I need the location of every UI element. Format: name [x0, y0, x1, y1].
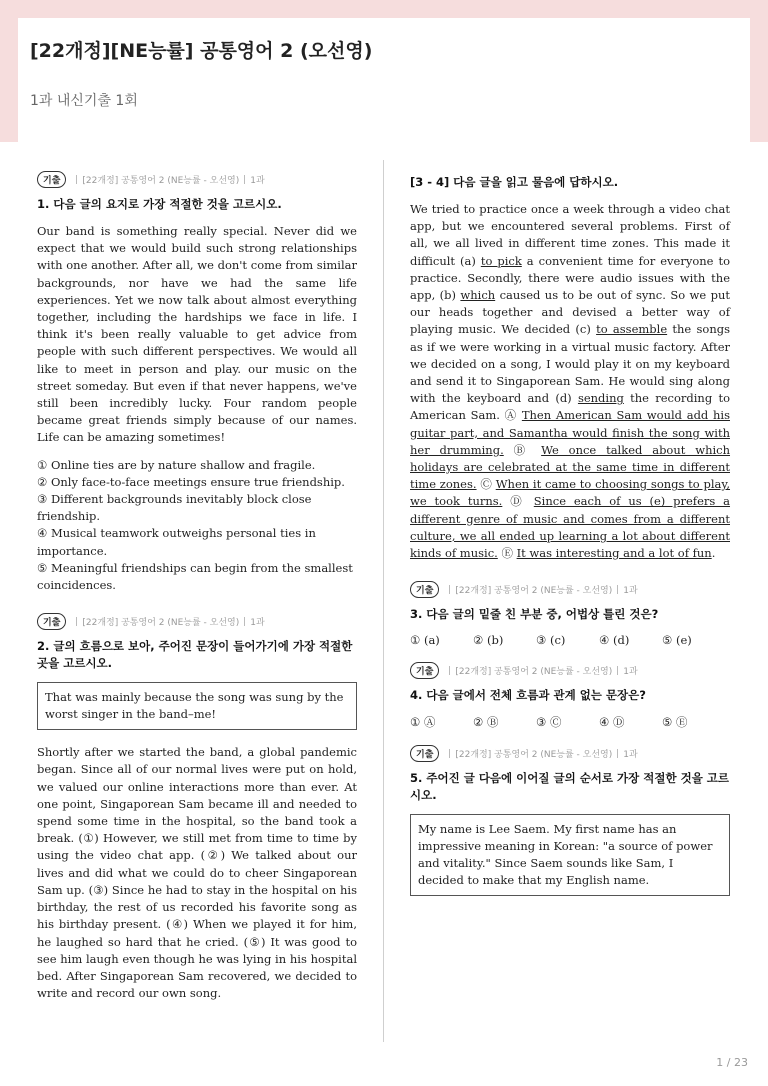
option-3[interactable]: ③ (c)	[536, 633, 566, 648]
option-4[interactable]: ④ (d)	[599, 633, 630, 648]
source-line	[410, 744, 730, 762]
option-4[interactable]: ④ Musical teamwork outweighs personal ties in importance.	[37, 526, 316, 558]
option-5[interactable]: ⑤ (e)	[662, 633, 692, 648]
source-badge: 기출	[37, 171, 66, 188]
question-1-title: 1. 다음 글의 요지로 가장 적절한 것을 고르시오.	[37, 197, 282, 211]
underlined-sentence-c: When it came to choosing songs to play, we took turns.	[410, 477, 731, 509]
question-4-options	[410, 714, 730, 730]
passage-text: We tried to practice once a week through a video chat app, but we encountered several problems. First of all, we all lived in different time zones. This made it difficult (a)	[410, 202, 730, 268]
source-lesson: 1과	[250, 175, 265, 186]
question-2-given-sentence: That was mainly because the song was sung by the worst singer in the band–me!	[37, 682, 357, 730]
option-1[interactable]: ① (a)	[410, 633, 440, 648]
underlined-d: sending	[577, 391, 624, 406]
option-3[interactable]: ③ Different backgrounds inevitably block close friendship.	[37, 492, 312, 524]
source-badge: 기출	[37, 613, 66, 630]
underlined-sentence-b: We once talked about which holidays are celebrated at the same time in different time zones.	[410, 442, 731, 492]
underlined-b: which	[460, 288, 496, 303]
passage-text: caused us to be out of sync. So we put our heads together and devised a better way of playing music. We decided (c)	[410, 288, 730, 337]
source-line	[37, 612, 357, 630]
separator	[244, 617, 245, 626]
question-3-4-passage	[410, 201, 730, 562]
option-4[interactable]: ④ Ⓓ	[599, 715, 625, 730]
source-text: [22개정] 공통영어 2 (NE능률 - 오선영)	[82, 617, 240, 628]
underlined-sentence-a: Then American Sam would add his guitar part, and Samantha would finish the song with her drumming.	[410, 408, 730, 457]
source-text: [22개정] 공통영어 2 (NE능률 - 오선영)	[455, 585, 613, 596]
separator	[617, 666, 618, 675]
document-title: [22개정][NE능률] 공통영어 2 (오선영)	[30, 40, 373, 62]
question-1-passage: Our band is something really special. Never did we expect that we would build such strong relationships with one another. After all, we don't come from similar backgrounds, nor have we had the same life experiences. Yet we now talk about almost everything together, including the hardships we face in life. I think it's been really valuable to get advice from people with such different perspectives. We would all like to meet in person and play. our music on the street someday. But even if that never happens, we've still been incredibly lucky. Four random people became great friends simply because of our names. Life can be amazing sometimes!	[37, 224, 357, 445]
passage-text: Ⓑ	[503, 442, 542, 457]
source-line	[37, 170, 357, 188]
source-lesson: 1과	[250, 617, 265, 628]
underlined-a: to pick	[480, 253, 522, 268]
left-column	[37, 170, 357, 1002]
source-badge: 기출	[410, 662, 439, 679]
option-5[interactable]: ⑤ Meaningful friendships can begin from the smallest coincidences.	[37, 560, 353, 593]
option-3[interactable]: ③ Ⓒ	[536, 715, 562, 730]
option-2[interactable]: ② Only face-to-face meetings ensure true friendship.	[37, 474, 345, 489]
separator	[449, 749, 450, 758]
source-text: [22개정] 공통영어 2 (NE능률 - 오선영)	[455, 666, 613, 677]
underlined-sentence-e: It was interesting and a lot of fun	[516, 546, 712, 561]
question-2-passage: Shortly after we started the band, a global pandemic began. Since all of our normal lives were put on hold, we valued our online interactions more than ever. At one point, Singaporean Sam became ill and needed to spend some time in the hospital, so the band took a break. (①) However, we still met from time to time by using the video chat app. (②) We talked about our lives and did what we could do to cheer Singaporean Sam up. (③) Since he had to stay in the hospital on his birthday, the rest of us recorded his favorite song as his birthday present. (④) When we played it for him, he laughed so hard that he cried. (⑤) It was good to see him laugh even though he was lying in his hospital bed. After Singaporean Sam recovered, we decided to write and record our own song.	[37, 745, 357, 1001]
source-badge: 기출	[410, 581, 439, 598]
document-subtitle: 1과 내신기출 1회	[30, 93, 138, 109]
passage-text: .	[711, 546, 716, 561]
passage-text: Ⓔ	[497, 546, 517, 561]
option-1[interactable]: ① Ⓐ	[410, 715, 436, 730]
question-4-title: 4. 다음 글에서 전체 흐름과 관계 없는 문장은?	[410, 688, 646, 703]
source-text: [22개정] 공통영어 2 (NE능률 - 오선영)	[455, 749, 613, 760]
question-3-options	[410, 633, 730, 647]
separator	[76, 175, 77, 184]
question-3-4-title: [3 - 4] 다음 글을 읽고 물음에 답하시오.	[410, 175, 619, 189]
source-text: [22개정] 공통영어 2 (NE능률 - 오선영)	[82, 175, 240, 186]
passage-text: the recording to American Sam. Ⓐ	[410, 391, 730, 423]
separator	[76, 617, 77, 626]
question-5-given-passage: My name is Lee Saem. My first name has an impressive meaning in Korean: "a source of power and vitality." Since Saem sounds like Sam, I decided to make that my English name.	[410, 814, 730, 896]
question-2-title: 2. 글의 흐름으로 보아, 주어진 문장이 들어가기에 가장 적절한 곳을 고르시오.	[37, 639, 353, 671]
separator	[449, 585, 450, 594]
source-badge: 기출	[410, 745, 439, 762]
underlined-sentence-d: Since each of us (e) prefers a different genre of music and comes from a different culture, we all ended up learning a lot about different kinds of music.	[410, 494, 731, 561]
source-lesson: 1과	[623, 749, 638, 760]
separator	[617, 749, 618, 758]
question-3-title: 3. 다음 글의 밑줄 친 부분 중, 어법상 틀린 것은?	[410, 607, 659, 622]
right-column	[410, 170, 730, 910]
column-divider	[383, 160, 384, 1042]
passage-text: Ⓓ	[502, 494, 534, 509]
source-line	[410, 661, 730, 679]
source-lesson: 1과	[623, 585, 638, 596]
question-1-options	[37, 457, 357, 595]
passage-text: Ⓒ	[476, 477, 496, 492]
separator	[244, 175, 245, 184]
source-lesson: 1과	[623, 666, 638, 677]
option-2[interactable]: ② Ⓑ	[473, 715, 499, 730]
passage-text: the songs as if we were working in a virtual music factory. After we decided on a song, I would play it on my keyboard and send it to Singaporean Sam. He would sing along with the keyboard and (d)	[410, 322, 730, 406]
page-number: 1 / 23	[716, 1056, 748, 1069]
underlined-c: to assemble	[596, 322, 668, 337]
passage-text: a convenient time for everyone to practice. Secondly, there were audio issues with the app, (b)	[410, 253, 730, 303]
question-5-title: 5. 주어진 글 다음에 이어질 글의 순서로 가장 적절한 것을 고르시오.	[410, 771, 730, 803]
option-1[interactable]: ① Online ties are by nature shallow and fragile.	[37, 457, 316, 472]
source-line	[410, 580, 730, 598]
separator	[449, 666, 450, 675]
option-2[interactable]: ② (b)	[473, 633, 504, 648]
option-5[interactable]: ⑤ Ⓔ	[662, 715, 688, 730]
separator	[617, 585, 618, 594]
